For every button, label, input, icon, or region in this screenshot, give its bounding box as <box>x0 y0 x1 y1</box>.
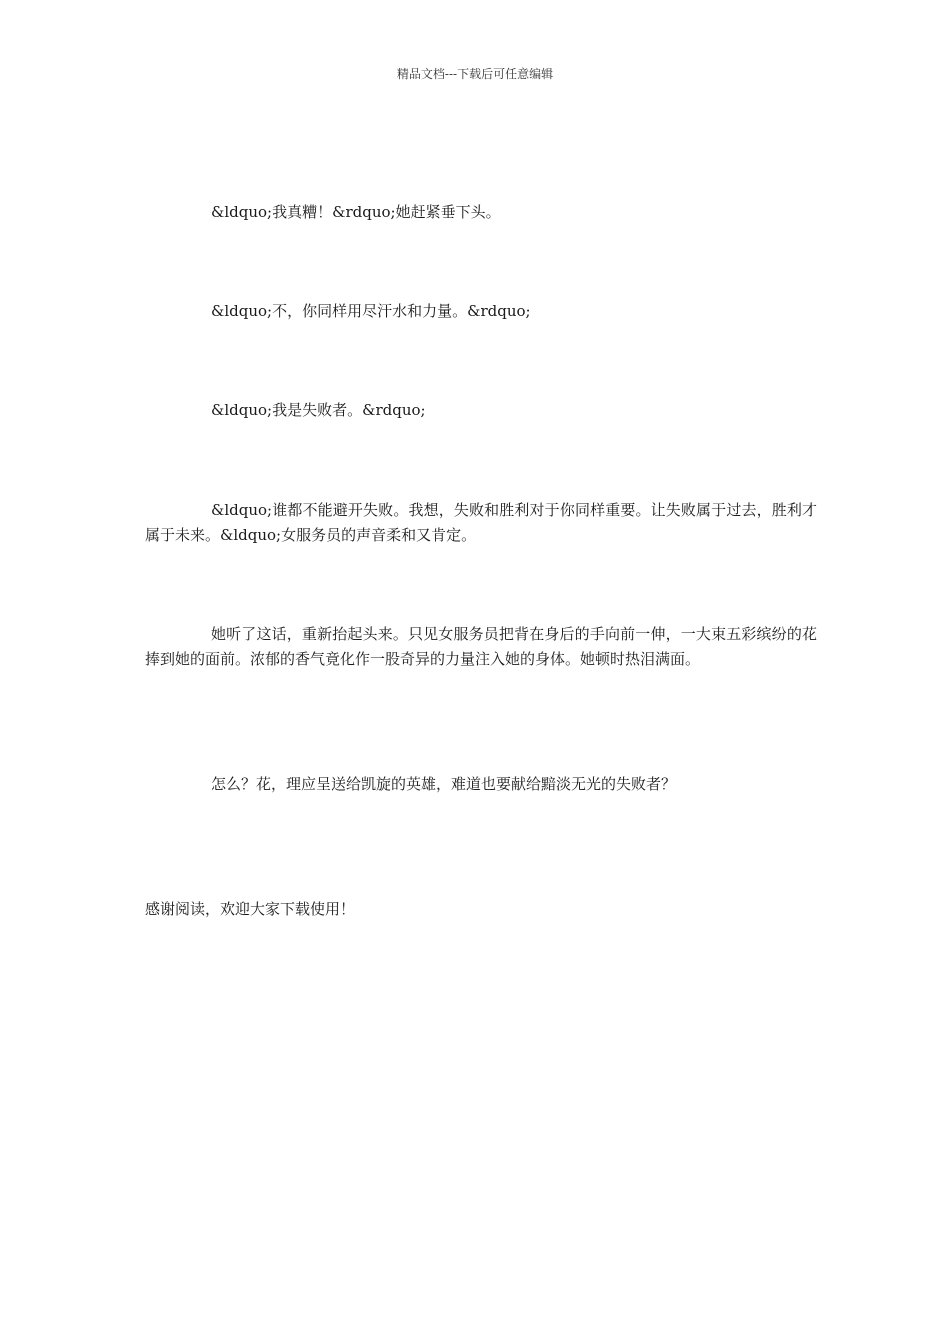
paragraph-3: &ldquo;我是失败者。&rdquo; <box>211 401 426 419</box>
paragraph-6: 怎么？花，理应呈送给凯旋的英雄，难道也要献给黯淡无光的失败者？ <box>211 775 677 793</box>
paragraph-5: 她听了这话，重新抬起头来。只见女服务员把背在身后的手向前一伸，一大束五彩缤纷的花捧到她的面前。浓郁的香气竟化作一股奇异的力量注入她的身体。她顿时热泪满面。 <box>145 625 817 668</box>
thanks-note: 感谢阅读，欢迎大家下载使用！ <box>145 900 356 918</box>
paragraph-4: &ldquo;谁都不能避开失败。我想，失败和胜利对于你同样重要。让失败属于过去，胜利才属于未来。&ldquo;女服务员的声音柔和又肯定。 <box>145 501 817 544</box>
paragraph-1: &ldquo;我真糟！&rdquo;她赶紧垂下头。 <box>211 203 501 221</box>
page-header: 精品文档---下载后可任意编辑 <box>396 67 554 81</box>
paragraph-2: &ldquo;不，你同样用尽汗水和力量。&rdquo; <box>211 302 531 320</box>
